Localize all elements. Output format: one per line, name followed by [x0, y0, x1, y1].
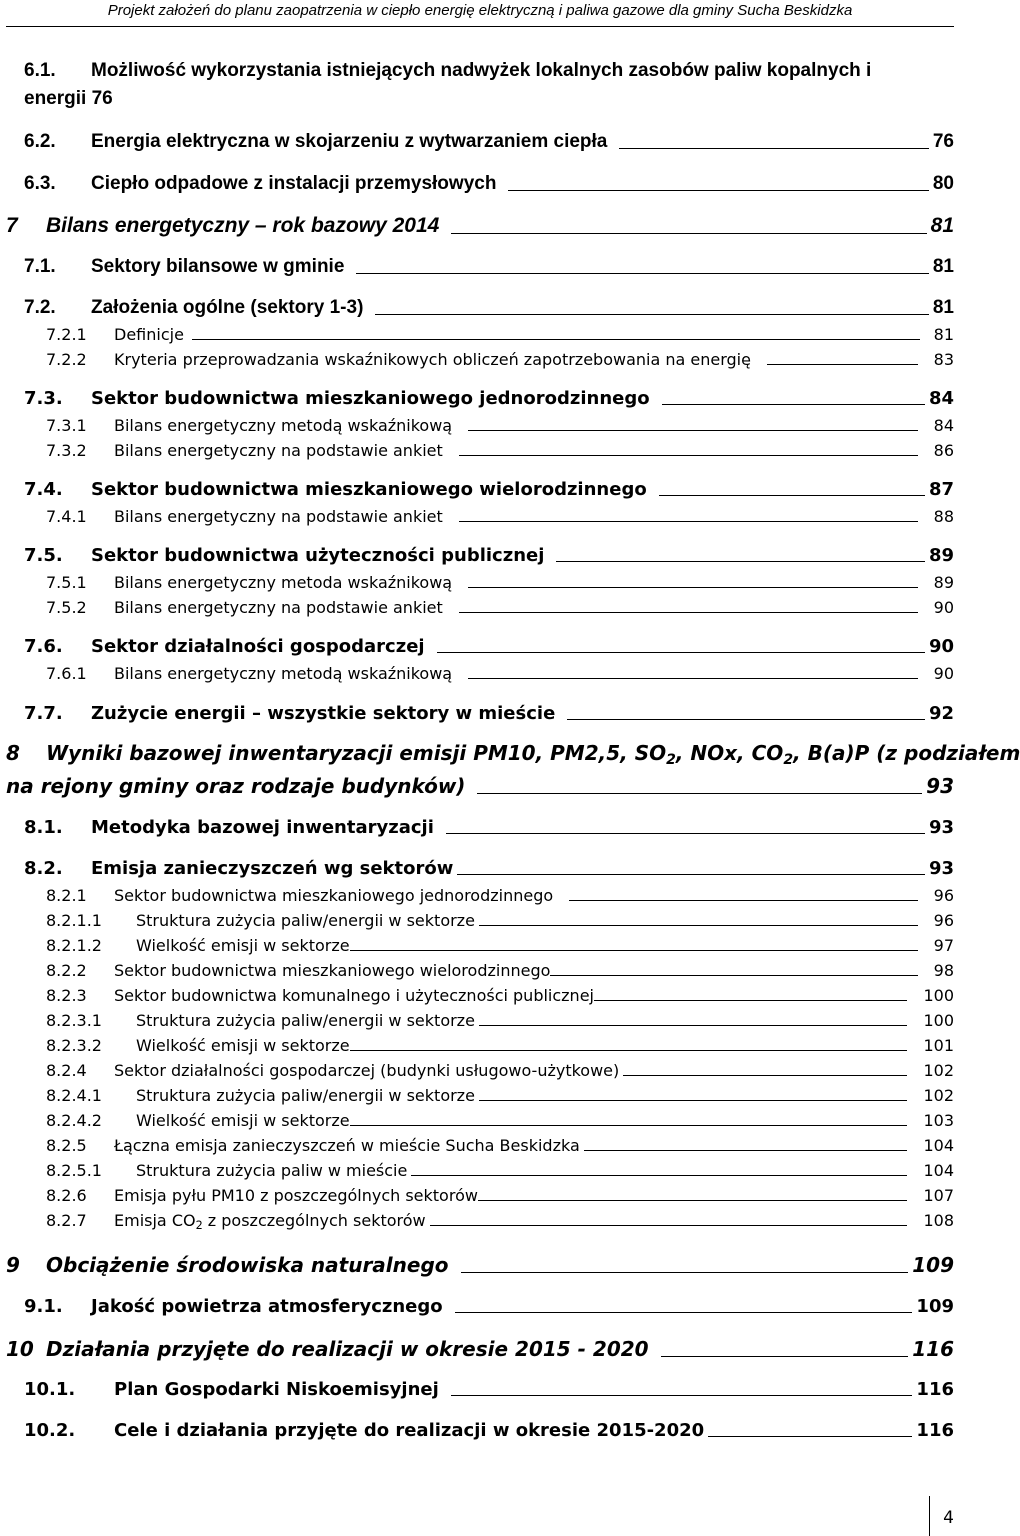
toc-leader — [708, 1436, 912, 1437]
toc-leader — [479, 925, 918, 926]
toc-leader — [479, 1025, 908, 1026]
toc-entry[interactable] — [0, 545, 960, 566]
toc-leader — [594, 1000, 907, 1001]
toc-entry-page: 87 — [928, 479, 954, 500]
toc-entry-number: 8.2.4.2 — [46, 1111, 102, 1130]
toc-entry-page: 107 — [923, 1186, 954, 1205]
toc-entry[interactable] — [0, 479, 960, 500]
toc-subentry[interactable] — [0, 1186, 960, 1205]
toc-entry-title: Łączna emisja zanieczyszczeń w mieście Sucha Beskidzka — [114, 1136, 580, 1155]
toc-subentry[interactable] — [0, 664, 960, 683]
toc-leader — [451, 1395, 913, 1396]
toc-entry-title: Sektory bilansowe w gminie — [91, 256, 345, 277]
toc-subentry[interactable] — [0, 507, 960, 526]
toc-entry-title: Możliwość wykorzystania istniejących nadwyżek lokalnych zasobów paliw kopalnych i — [91, 60, 872, 81]
toc-leader — [662, 404, 925, 405]
toc-entry-number: 8.1. — [24, 817, 63, 838]
toc-entry-page: 102 — [923, 1086, 954, 1105]
toc-subentry[interactable] — [0, 598, 960, 617]
toc-chapter[interactable] — [0, 1253, 960, 1277]
toc-subentry[interactable] — [0, 1061, 960, 1080]
toc-leader — [356, 273, 928, 274]
toc-leader — [623, 1075, 907, 1076]
toc-leader — [192, 339, 920, 340]
toc-entry[interactable] — [0, 297, 960, 319]
toc-leader — [478, 1200, 908, 1201]
toc-entry-page: 84 — [933, 416, 954, 435]
toc-entry-number: 6.3. — [24, 173, 56, 194]
toc-entry-page: 88 — [933, 507, 954, 526]
toc-entry[interactable] — [0, 1379, 960, 1400]
toc-leader — [411, 1175, 907, 1176]
toc-entry-page: 103 — [923, 1111, 954, 1130]
toc-leader — [468, 430, 918, 431]
toc-entry-title: Bilans energetyczny – rok bazowy 2014 — [46, 214, 440, 237]
toc-leader — [459, 521, 918, 522]
toc-entry-number: 9 — [6, 1253, 20, 1277]
toc-entry-page: 96 — [933, 911, 954, 930]
toc-entry-page: 109 — [912, 1253, 954, 1277]
toc-leader — [350, 950, 918, 951]
toc-entry-page: 89 — [933, 573, 954, 592]
toc-entry-page: 92 — [928, 703, 954, 724]
toc-entry[interactable] — [0, 817, 960, 838]
toc-entry-page: 109 — [916, 1296, 954, 1317]
toc-entry-number: 8.2.3 — [46, 986, 87, 1005]
toc-entry-number: 8.2.4.1 — [46, 1086, 102, 1105]
toc-entry-page: 93 — [928, 858, 954, 879]
toc-subentry[interactable] — [0, 441, 960, 460]
toc-entry-page: 100 — [923, 1011, 954, 1030]
toc-entry-page: 116 — [912, 1337, 954, 1361]
toc-entry-number: 7.2. — [24, 297, 56, 318]
toc-entry-title: Sektor działalności gospodarczej (budynki usługowo-użytkowe) — [114, 1061, 620, 1080]
toc-entry-number: 8.2.2 — [46, 961, 87, 980]
toc-entry-title: Bilans energetyczny na podstawie ankiet — [114, 441, 443, 460]
toc-entry-title: Działania przyjęte do realizacji w okresie 2015 - 2020 — [46, 1337, 649, 1361]
toc-subentry[interactable] — [0, 1211, 960, 1230]
toc-entry-page: 80 — [932, 173, 954, 194]
toc-entry-title: Obciążenie środowiska naturalnego — [46, 1253, 449, 1277]
toc-entry-page: 93 — [928, 817, 954, 838]
toc-entry-number: 8.2.6 — [46, 1186, 87, 1205]
toc-leader — [661, 1356, 909, 1357]
toc-entry-number: 8.2.3.1 — [46, 1011, 102, 1030]
toc-entry-number: 7.5.1 — [46, 573, 87, 592]
toc-leader — [556, 561, 925, 562]
toc-leader — [437, 652, 925, 653]
toc-entry-title: Cele i działania przyjęte do realizacji w okresie 2015-2020 — [114, 1420, 705, 1441]
toc-leader — [430, 1225, 908, 1226]
toc-entry-title: Bilans energetyczny metodą wskaźnikową — [114, 664, 453, 683]
toc-subentry[interactable] — [0, 1136, 960, 1155]
toc-leader — [468, 587, 918, 588]
toc-leader — [569, 900, 917, 901]
toc-entry-title: Bilans energetyczny metodą wskaźnikową — [114, 416, 453, 435]
toc-entry-title: Założenia ogólne (sektory 1-3) — [91, 297, 364, 318]
toc-entry-page: 86 — [933, 441, 954, 460]
toc-entry-title: Sektor budownictwa użyteczności publicznej — [91, 545, 545, 566]
toc-entry-page: 108 — [923, 1211, 954, 1230]
toc-entry-page: 83 — [933, 350, 954, 369]
toc-entry-number: 7.1. — [24, 256, 56, 277]
toc-entry-page: 76 — [932, 131, 954, 152]
toc-entry-number: 7.2.1 — [46, 325, 87, 344]
toc-leader — [584, 1150, 908, 1151]
toc-subentry[interactable] — [0, 1086, 960, 1105]
toc-entry-title: Plan Gospodarki Niskoemisyjnej — [114, 1379, 439, 1400]
toc-entry[interactable] — [0, 1420, 960, 1441]
toc-entry-number: 8.2.7 — [46, 1211, 87, 1230]
toc-leader — [468, 678, 918, 679]
toc-entry-page: 96 — [933, 886, 954, 905]
toc-entry-title: Zużycie energii – wszystkie sektory w mieście — [91, 703, 556, 724]
toc-entry-page: 97 — [933, 936, 954, 955]
toc-subentry[interactable] — [0, 350, 960, 369]
toc-entry-number: 8.2.5.1 — [46, 1161, 102, 1180]
toc-entry-number: 7.5.2 — [46, 598, 87, 617]
toc-entry[interactable] — [0, 636, 960, 657]
toc-entry-page: 90 — [928, 636, 954, 657]
toc-leader — [455, 1312, 913, 1313]
toc-entry-page: 101 — [923, 1036, 954, 1055]
toc-entry-title: Emisja $CO_2$ z poszczególnych sektorów — [114, 1211, 426, 1232]
toc-entry-title: Wielkość emisji w sektorze — [136, 1036, 350, 1055]
toc-entry-page: 90 — [933, 598, 954, 617]
toc-entry-number: 8.2.1 — [46, 886, 87, 905]
toc-subentry[interactable] — [0, 886, 960, 905]
running-header: Projekt założeń do planu zaopatrzenia w ciepło energię elektryczną i paliwa gazowe dla gminy Sucha Beskidzka — [107, 2, 853, 19]
toc-entry-title-continued: na rejony gminy oraz rodzaje budynków) — [6, 774, 466, 798]
toc-entry-page: 81 — [932, 256, 954, 277]
toc-entry-number: 9.1. — [24, 1296, 63, 1317]
toc-entry-title: Struktura zużycia paliw w mieście — [136, 1161, 408, 1180]
toc-entry-page: 98 — [933, 961, 954, 980]
toc-leader — [508, 190, 928, 191]
toc-entry-page: 81 — [932, 297, 954, 318]
toc-leader — [459, 612, 918, 613]
toc-subentry[interactable] — [0, 416, 960, 435]
toc-leader — [461, 1272, 909, 1273]
toc-entry-number: 7.3. — [24, 388, 63, 409]
toc-entry-title: Jakość powietrza atmosferycznego — [91, 1296, 443, 1317]
toc-leader — [451, 233, 926, 234]
toc-leader — [567, 719, 925, 720]
toc-entry-number: 7.3.1 — [46, 416, 87, 435]
toc-entry-number: 10.2. — [24, 1420, 76, 1441]
toc-entry[interactable] — [0, 256, 960, 278]
toc-entry-number: 8.2.1.2 — [46, 936, 102, 955]
toc-entry[interactable] — [0, 388, 960, 409]
toc-entry-title: Sektor budownictwa mieszkaniowego jednorodzinnego — [114, 886, 554, 905]
toc-entry-title: Bilans energetyczny metoda wskaźnikową — [114, 573, 453, 592]
toc-entry-title: Ciepło odpadowe z instalacji przemysłowych — [91, 173, 497, 194]
toc-entry-number: 6.2. — [24, 131, 56, 152]
toc-entry-title: Definicje — [114, 325, 184, 344]
toc-subentry[interactable] — [0, 961, 960, 980]
toc-entry-number: 7.6.1 — [46, 664, 87, 683]
toc-entry-title: Emisja pyłu PM10 z poszczególnych sektorów — [114, 1186, 478, 1205]
toc-entry[interactable] — [0, 858, 960, 879]
toc-entry-title: Wielkość emisji w sektorze — [136, 1111, 350, 1130]
toc-entry-page: 104 — [923, 1161, 954, 1180]
toc-entry-page: 81 — [930, 214, 954, 237]
toc-entry-number: 8.2. — [24, 858, 63, 879]
toc-entry-title: Metodyka bazowej inwentaryzacji — [91, 817, 434, 838]
toc-entry-title: Energia elektryczna w skojarzeniu z wytwarzaniem ciepła — [91, 131, 608, 152]
toc-leader — [350, 1125, 908, 1126]
toc-entry-number: 8.2.4 — [46, 1061, 87, 1080]
toc-leader — [446, 833, 925, 834]
toc-entry-page: 116 — [916, 1420, 954, 1441]
toc-entry-title: Wielkość emisji w sektorze — [136, 936, 350, 955]
toc-entry-number: 7.5. — [24, 545, 63, 566]
header-rule — [6, 26, 954, 27]
toc-leader — [550, 975, 917, 976]
toc-chapter[interactable] — [0, 214, 960, 238]
toc-entry-page: 89 — [928, 545, 954, 566]
toc-entry-page: 100 — [923, 986, 954, 1005]
toc-entry-title: Bilans energetyczny na podstawie ankiet — [114, 598, 443, 617]
toc-entry-page: 93 — [926, 774, 954, 798]
toc-subentry[interactable] — [0, 986, 960, 1005]
toc-entry-title: Wyniki bazowej inwentaryzacji emisji PM10, PM2,5, $SO_2$, NOx, $CO_2$, B(a)P (z podziałem — [46, 741, 1020, 768]
toc-entry-title: Sektor budownictwa komunalnego i użyteczności publicznej — [114, 986, 594, 1005]
toc-subentry[interactable] — [0, 1036, 960, 1055]
toc-entry-number: 8.2.5 — [46, 1136, 87, 1155]
toc-entry-number: 10 — [6, 1337, 34, 1361]
toc-leader — [479, 1100, 908, 1101]
toc-subentry[interactable] — [0, 936, 960, 955]
toc-leader — [350, 1050, 908, 1051]
toc-entry-page: 84 — [928, 388, 954, 409]
toc-leader — [375, 314, 928, 315]
toc-entry-title-continued: energii 76 — [24, 88, 113, 109]
toc-entry-number: 7.4.1 — [46, 507, 87, 526]
toc-chapter[interactable] — [0, 1337, 960, 1361]
toc-entry-page: 81 — [933, 325, 954, 344]
toc-entry-number: 7.3.2 — [46, 441, 87, 460]
toc-leader — [477, 793, 922, 794]
toc-entry-title: Sektor budownictwa mieszkaniowego wielorodzinnego — [91, 479, 647, 500]
toc-entry-number: 7.4. — [24, 479, 63, 500]
toc-entry[interactable] — [0, 1296, 960, 1317]
toc-entry-title: Bilans energetyczny na podstawie ankiet — [114, 507, 443, 526]
page-number: 4 — [943, 1508, 954, 1528]
toc-entry-title: Sektor działalności gospodarczej — [91, 636, 425, 657]
toc-leader — [659, 495, 925, 496]
toc-entry[interactable] — [0, 131, 960, 153]
toc-entry-page: 102 — [923, 1061, 954, 1080]
toc-leader — [619, 148, 928, 149]
toc-entry-title: Emisja zanieczyszczeń wg sektorów — [91, 858, 454, 879]
toc-entry-title: Struktura zużycia paliw/energii w sektorze — [136, 1011, 475, 1030]
toc-entry-title: Sektor budownictwa mieszkaniowego jednorodzinnego — [91, 388, 650, 409]
toc-entry[interactable] — [0, 703, 960, 724]
toc-entry-page: 116 — [916, 1379, 954, 1400]
toc-entry-number: 7.7. — [24, 703, 63, 724]
toc-entry-number: 8.2.3.2 — [46, 1036, 102, 1055]
toc-entry-number: 8 — [6, 741, 20, 765]
toc-entry-number: 7.2.2 — [46, 350, 87, 369]
toc-entry-number: 8.2.1.1 — [46, 911, 102, 930]
toc-entry-number: 7.6. — [24, 636, 63, 657]
toc-subentry[interactable] — [0, 573, 960, 592]
toc-subentry[interactable] — [0, 911, 960, 930]
toc-leader — [457, 874, 925, 875]
toc-entry[interactable] — [0, 173, 960, 195]
toc-leader — [459, 455, 918, 456]
toc-subentry[interactable] — [0, 1161, 960, 1180]
toc-leader — [767, 364, 918, 365]
toc-entry-number: 6.1. — [24, 60, 56, 81]
toc-entry-number: 10.1. — [24, 1379, 76, 1400]
toc-entry-number: 7 — [6, 214, 18, 237]
toc-entry-title: Struktura zużycia paliw/energii w sektorze — [136, 911, 475, 930]
toc-entry-title: Sektor budownictwa mieszkaniowego wielorodzinnego — [114, 961, 551, 980]
toc-entry-title: Kryteria przeprowadzania wskaźnikowych obliczeń zapotrzebowania na energię — [114, 350, 751, 369]
toc-subentry[interactable] — [0, 325, 960, 344]
toc-entry-title: Struktura zużycia paliw/energii w sektorze — [136, 1086, 475, 1105]
toc-entry-page: 104 — [923, 1136, 954, 1155]
toc-subentry[interactable] — [0, 1011, 960, 1030]
toc-entry-page: 90 — [933, 664, 954, 683]
toc-subentry[interactable] — [0, 1111, 960, 1130]
